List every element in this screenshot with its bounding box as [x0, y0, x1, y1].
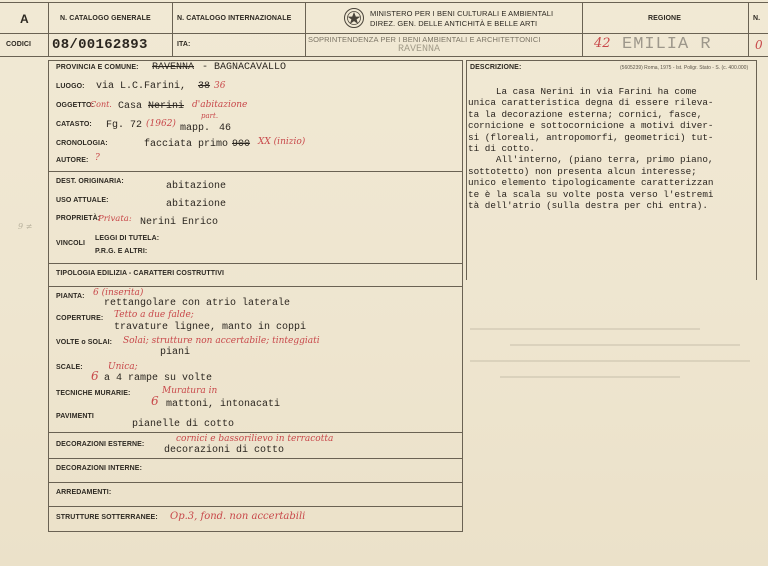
cronologia-value: facciata primo [144, 139, 229, 150]
codici-label: CODICI [6, 41, 32, 48]
dest-orig-label: DEST. ORIGINARIA: [56, 178, 124, 185]
catasto-mapp-value: 46 [219, 123, 232, 134]
leggi-tutela-label: LEGGI DI TUTELA: [95, 235, 160, 242]
coperture-value: travature lignee, manto in coppi [114, 322, 307, 333]
autore-hand: ? [95, 153, 100, 163]
dest-orig-value: abitazione [166, 181, 227, 192]
tipologia-label: TIPOLOGIA EDILIZIA - CARATTERI COSTRUTTIVI [56, 270, 225, 277]
scale-label: SCALE: [56, 364, 83, 371]
oggetto-value: Casa [118, 101, 143, 112]
volte-value: piani [160, 347, 191, 358]
catasto-label: CATASTO: [56, 121, 92, 128]
pavimenti-value: pianelle di cotto [132, 419, 235, 430]
pianta-hand: 6 (inserita) [93, 288, 144, 298]
decor-est-value: decorazioni di cotto [164, 445, 285, 456]
tecniche-label: TECNICHE MURARIE: [56, 390, 131, 397]
descrizione-label: DESCRIZIONE: [470, 64, 522, 71]
decor-int-label: DECORAZIONI INTERNE: [56, 465, 142, 472]
oggetto-hand: d'abitazione [192, 100, 248, 110]
scale-hand: Unica; [108, 362, 138, 372]
section-letter: A [20, 12, 29, 26]
catasto-mapp: mapp. [180, 123, 211, 134]
uso-attuale-value: abitazione [166, 199, 227, 210]
scale-mark: 6 [91, 369, 99, 383]
coperture-label: COPERTURE: [56, 315, 104, 322]
oggetto-hand-prefix: Cont. [90, 100, 112, 109]
state-emblem-icon [343, 7, 365, 29]
ministero-line2: DIREZ. GEN. DELLE ANTICHITÀ E BELLE ARTI [370, 19, 538, 28]
bleed-through-texture [470, 320, 760, 400]
description-text: La casa Nerini in via Farini ha come unica caratteristica degna di essere rileva- ta la decorazione esterna; cornici, fasce, cornicione e sottocornicione a motivi diver- si (floreali, antropomorfi, geometrici) tut- ti di cotto. All'interno, (piano terra, primo piano, sottotetto) non presenta alcun interesse; unico elemento tipologicamente caratterizzan te è la scala su volte posta verso l'estremi tà dell'atrio (sulla destra per chi entra). [468, 86, 714, 212]
regione-label: REGIONE [648, 15, 681, 22]
tecniche-hand: Muratura in [162, 386, 218, 396]
pavimenti-label: PAVIMENTI [56, 413, 94, 420]
catasto-hand: (1962) [146, 119, 176, 129]
margin-mark: 9 ≠ [18, 222, 33, 231]
ministero-line1: MINISTERO PER I BENI CULTURALI E AMBIENTALI [370, 9, 554, 18]
proprieta-value: Nerini Enrico [140, 217, 219, 228]
soprintendenza-number: 42 [594, 36, 611, 51]
pianta-value: rettangolare con atrio laterale [104, 298, 291, 309]
catalogo-internazionale-label: N. CATALOGO INTERNAZIONALE [177, 15, 292, 22]
soprintendenza-value: RAVENNA [398, 44, 441, 55]
strutture-sott-label: STRUTTURE SOTTERRANEE: [56, 514, 158, 521]
volte-hand: Solai; strutture non accertabile; tinteggiati [123, 336, 320, 346]
luogo-label: LUOGO: [56, 83, 85, 90]
tecniche-value: mattoni, intonacati [166, 399, 281, 410]
luogo-value: via L.C.Farini, [96, 81, 187, 92]
autore-label: AUTORE: [56, 157, 89, 164]
arredamenti-label: ARREDAMENTI: [56, 489, 112, 496]
cronologia-hand: XX (inizio) [258, 137, 306, 147]
provincia-label: PROVINCIA E COMUNE: [56, 64, 139, 71]
decor-est-hand: cornici e bassorilievo in terracotta [176, 434, 334, 444]
luogo-number-hand: 36 [214, 81, 226, 91]
uso-attuale-label: USO ATTUALE: [56, 197, 109, 204]
regione-value: EMILIA R [622, 35, 712, 54]
pianta-label: PIANTA: [56, 293, 85, 300]
soprintendenza-label: SOPRINTENDENZA PER I BENI AMBIENTALI E ARCHITETTONICI [308, 35, 541, 44]
ita-label: ITA: [177, 41, 191, 48]
oggetto-struck: Nerini [148, 101, 185, 112]
provincia-value: - BAGNACAVALLO [202, 62, 287, 73]
oggetto-label: OGGETTO: [56, 102, 95, 109]
print-note: (5605239) Roma, 1975 - Ist. Poligr. Stato - S. (c. 400.000) [620, 65, 749, 71]
catasto-value: Fg. 72 [106, 120, 143, 131]
proprieta-label: PROPRIETÀ: [56, 215, 101, 222]
tecniche-mark: 6 [151, 394, 159, 408]
prg-label: P.R.G. E ALTRI: [95, 248, 148, 255]
strutture-sott-hand: Op.3, fond. non accertabili [170, 511, 306, 522]
luogo-number-struck: 38 [198, 81, 211, 92]
proprieta-hand: Privata: [98, 214, 132, 224]
decor-est-label: DECORAZIONI ESTERNE: [56, 441, 145, 448]
provincia-struck: RAVENNA [152, 62, 195, 73]
n-label: N. [753, 15, 761, 22]
vincoli-label: VINCOLI [56, 240, 86, 247]
catalogo-generale-label: N. CATALOGO GENERALE [60, 15, 151, 22]
volte-label: VOLTE o SOLAI: [56, 339, 113, 346]
n-value: 0 [755, 38, 763, 52]
scale-value: a 4 rampe su volte [104, 373, 213, 384]
coperture-hand: Tetto a due falde; [114, 310, 194, 320]
catasto-part-hand: part. [201, 112, 219, 120]
cronologia-label: CRONOLOGIA: [56, 140, 108, 147]
cronologia-struck: 900 [232, 139, 251, 150]
codice-generale: 08/00162893 [52, 37, 148, 53]
